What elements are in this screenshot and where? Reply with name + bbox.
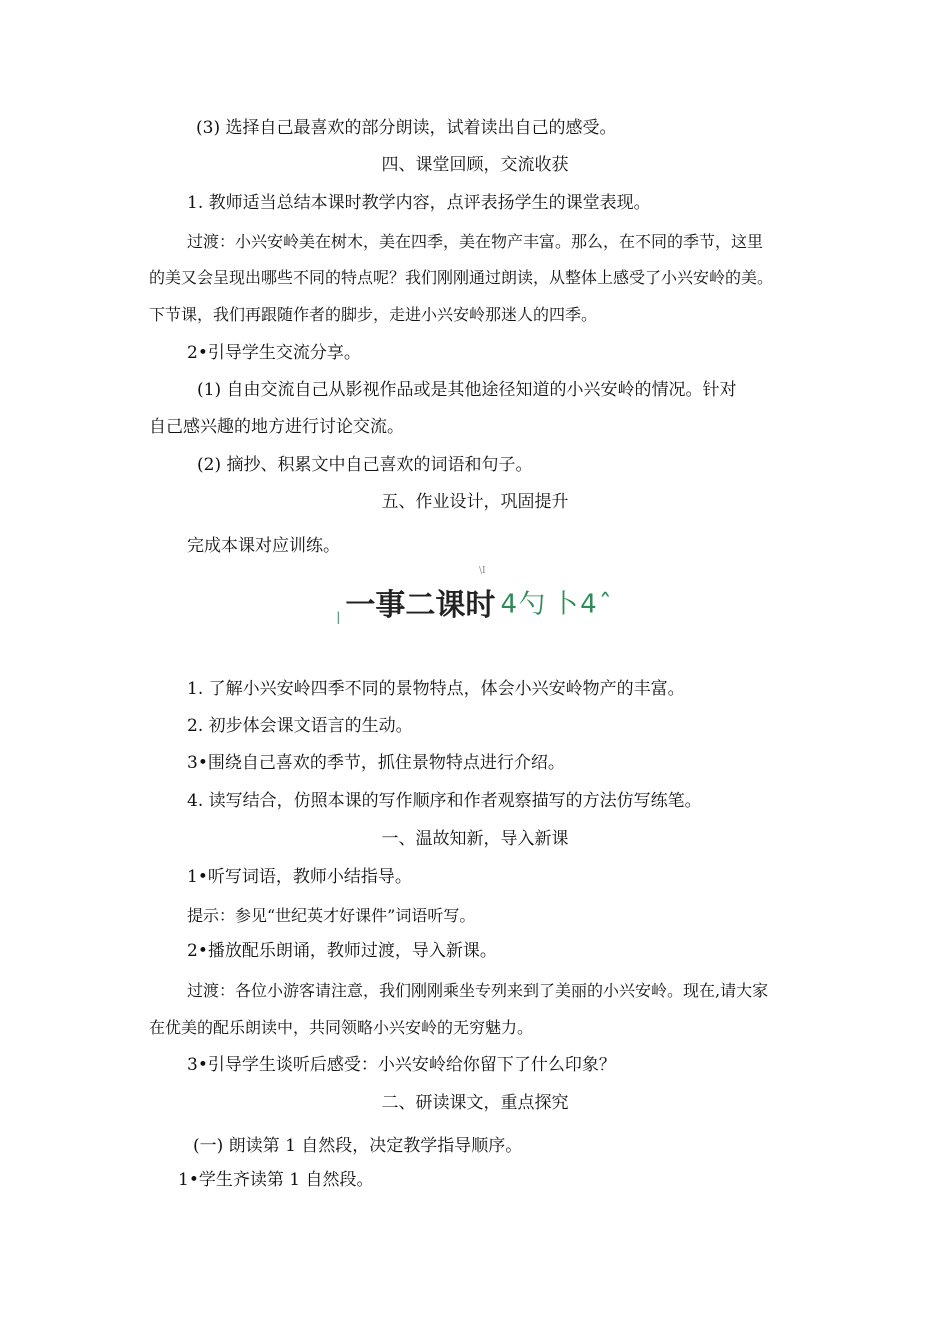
section-heading: 二、研读课文，重点探究 [381,1093,569,1113]
title-main: 一事二课时 [345,588,496,623]
section-heading: 四、课堂回顾，交流收获 [381,155,569,175]
text-line: 在优美的配乐朗读中，共同领略小兴安岭的无穷魅力。 [149,1018,534,1037]
title-tail-small: 4勺 [500,589,548,620]
text-line: (一) 朗读第 1 自然段，决定教学指导顺序。 [193,1136,523,1156]
text-line: 下节课，我们再跟随作者的脚步，走进小兴安岭那迷人的四季。 [149,305,598,324]
title-mark: \I [479,566,486,576]
text-line: 提示：参见“世纪英才好课件”词语听写。 [187,906,476,925]
text-line: 3•引导学生谈听后感受：小兴安岭给你留下了什么印象？ [187,1055,616,1075]
lesson-title [0,566,950,628]
objective-line: 4. 读写结合，仿照本课的写作顺序和作者观察描写的方法仿写练笔。 [187,791,702,811]
objective-line: 3•围绕自己喜欢的季节，抓住景物特点进行介绍。 [187,753,565,773]
text-line: 2•引导学生交流分享。 [187,343,361,363]
text-line: 2•播放配乐朗诵，教师过渡，导入新课。 [187,941,497,961]
text-line: 1. 教师适当总结本课时教学内容，点评表扬学生的课堂表现。 [187,193,651,213]
text-line: 1•学生齐读第 1 自然段。 [178,1170,374,1190]
text-line: 自己感兴趣的地方进行讨论交流。 [149,417,404,437]
objective-line: 2. 初步体会课文语言的生动。 [187,716,413,736]
title-tail: 卜4ˆ [552,589,614,620]
section-heading: 一、温故知新，导入新课 [381,829,569,849]
text-line: 1•听写词语，教师小结指导。 [187,867,412,887]
text-line: 过渡：小兴安岭美在树木，美在四季，美在物产丰富。那么，在不同的季节，这里 [187,232,764,251]
objective-line: 1. 了解小兴安岭四季不同的景物特点，体会小兴安岭物产的丰富。 [187,679,685,699]
text-line: 完成本课对应训练。 [187,536,340,556]
section-heading: 五、作业设计，巩固提升 [381,492,569,512]
text-line: 过渡：各位小游客请注意，我们刚刚乘坐专列来到了美丽的小兴安岭。现在,请大家 [187,981,769,1000]
title-prefix: | [336,610,341,624]
text-line: (1) 自由交流自己从影视作品或是其他途径知道的小兴安岭的情况。针对 [197,380,737,400]
text-line: 的美又会呈现出哪些不同的特点呢？我们刚刚通过朗读，从整体上感受了小兴安岭的美。 [149,268,774,287]
text-line: (3) 选择自己最喜欢的部分朗读，试着读出自己的感受。 [196,118,617,138]
text-line: (2) 摘抄、积累文中自己喜欢的词语和句子。 [197,455,533,475]
